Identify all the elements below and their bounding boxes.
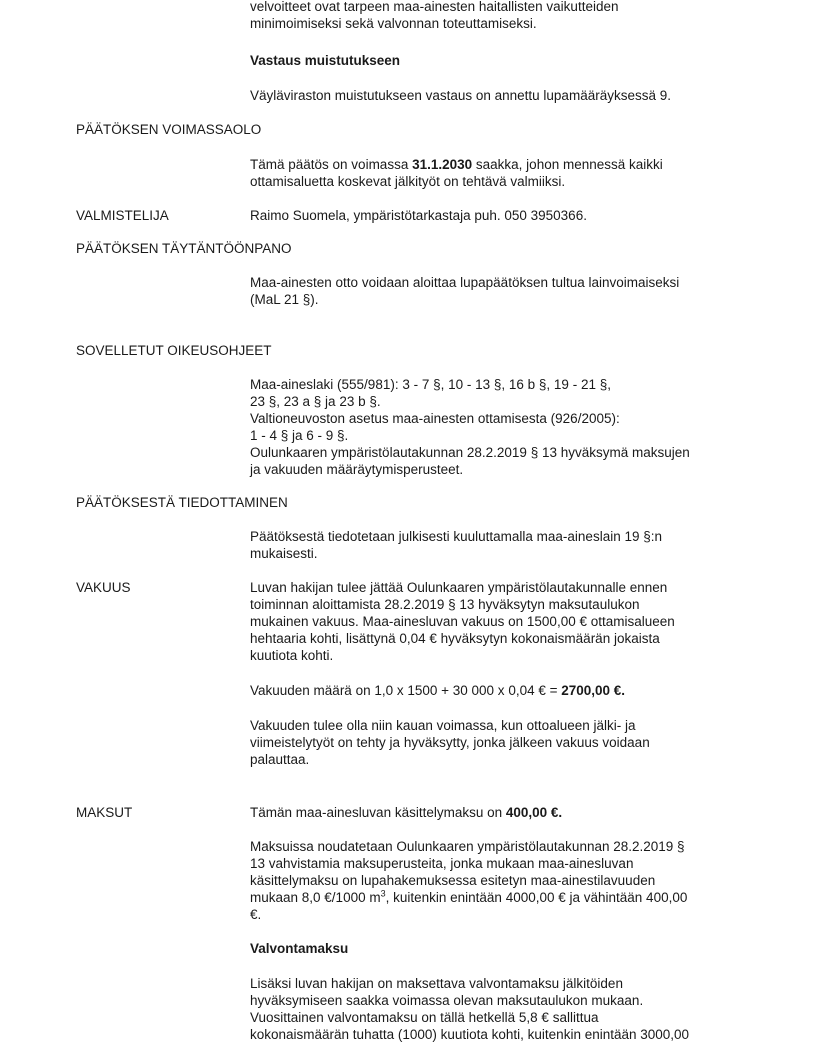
text-line: 1 - 4 § ja 6 - 9 §. [250, 428, 349, 443]
text-line: toiminnan aloittamista 28.2.2019 § 13 hyväksytyn maksutaulukon [250, 597, 640, 612]
text-line: €. [250, 907, 262, 922]
valmistelija-text: Raimo Suomela, ympäristötarkastaja puh. 050 3950366. [250, 208, 587, 223]
taytantoonpano-text [250, 274, 736, 308]
text-line: 13 vahvistamia maksuperusteita, jonka mukaan maa-ainesluvan [250, 856, 634, 871]
continued-paragraph [250, 0, 736, 32]
text-line: velvoitteet ovat tarpeen maa-ainesten haitallisten vaikutteiden [250, 0, 619, 14]
validity-date: 31.1.2030 [412, 157, 473, 172]
text-line: Luvan hakijan tulee jättää Oulunkaaren ympäristölautakunnalle ennen [250, 580, 668, 595]
text-line: Lisäksi luvan hakijan on maksettava valvontamaksu jälkitöiden [250, 976, 623, 991]
text-fragment: Tämän maa-ainesluvan käsittelymaksu on [250, 805, 506, 820]
tiedottaminen-text [250, 528, 736, 562]
text-line: (MaL 21 §). [250, 292, 319, 307]
text-line: hehtaaria kohti, lisättynä 0,04 € hyväksytyn kokonaismäärän jokaista [250, 631, 660, 646]
text-line: mukainen vakuus. Maa-ainesluvan vakuus on 1500,00 € ottamisalueen [250, 614, 675, 629]
text-fragment: Tämä päätös on voimassa [250, 157, 413, 172]
text-line: palauttaa. [250, 752, 310, 767]
text-line: Maa-ainesten otto voidaan aloittaa lupapäätöksen tultua lainvoimaiseksi [250, 275, 680, 290]
text-line: Vuosittainen valvontamaksu on tällä hetkellä 5,8 € sallittua [250, 1010, 599, 1025]
section-label: PÄÄTÖKSEN VOIMASSAOLO [76, 122, 262, 137]
text-fragment: mukaan 8,0 €/1000 m [250, 890, 381, 905]
voimassaolo-text [250, 156, 736, 190]
text-fragment: Vakuuden määrä on 1,0 x 1500 + 30 000 x 0,04 € = [250, 683, 562, 698]
text-line: ottamisaluetta koskevat jälkityöt on tehtävä valmiiksi. [250, 174, 566, 189]
oikeusohjeet-text [250, 376, 736, 478]
text-line: käsittelymaksu on lupahakemuksessa esitetyn maa-ainestilavuuden [250, 873, 656, 888]
text-line: minimoimiseksi sekä valvonnan toteuttamiseksi. [250, 16, 537, 31]
text-line: Maa-aineslaki (555/981): 3 - 7 §, 10 - 13 §, 16 b §, 19 - 21 §, [250, 377, 611, 392]
vakuus-paragraph [250, 579, 736, 664]
section-label: PÄÄTÖKSESTÄ TIEDOTTAMINEN [76, 495, 288, 510]
text-fragment: , kuitenkin enintään 4000,00 € ja vähintään 400,00 [385, 890, 688, 905]
text-line: Valtioneuvoston asetus maa-ainesten ottamisesta (926/2005): [250, 411, 620, 426]
vakuus-validity [250, 717, 736, 768]
text-line: Oulunkaaren ympäristölautakunnan 28.2.2019 § 13 hyväksymä maksujen [250, 445, 690, 460]
section-label: VALMISTELIJA [76, 208, 169, 223]
section-label: VAKUUS [76, 580, 131, 595]
muistutus-text: Väyläviraston muistutukseen vastaus on annettu lupamääräyksessä 9. [250, 88, 671, 103]
text-fragment: saakka, johon mennessä kaikki [472, 157, 663, 172]
text-line: Maksuissa noudatetaan Oulunkaaren ympäristölautakunnan 28.2.2019 § [250, 839, 685, 854]
text-line: kuutiota kohti. [250, 648, 334, 663]
maksut-paragraph [250, 838, 736, 923]
text-line: mukaisesti. [250, 546, 318, 561]
vakuus-total: 2700,00 €. [561, 683, 626, 698]
text-line: kokonaismäärän tuhatta (1000) kuutiota kohti, kuitenkin enintään 3000,00 [250, 1027, 690, 1042]
text-line [250, 889, 736, 906]
superscript: 3 [380, 888, 386, 899]
text-line: Vakuuden tulee olla niin kauan voimassa, kun ottoalueen jälki- ja [250, 718, 636, 733]
valvontamaksu-text [250, 975, 736, 1043]
maksut-fee [250, 804, 736, 821]
text-line: 23 §, 23 a § ja 23 b §. [250, 394, 381, 409]
section-label: MAKSUT [76, 805, 133, 820]
section-label: SOVELLETUT OIKEUSOHJEET [76, 343, 272, 358]
text-line: viimeistelytyöt on tehty ja hyväksytty, jonka jälkeen vakuus voidaan [250, 735, 650, 750]
muistutus-heading: Vastaus muistutukseen [250, 53, 401, 68]
vakuus-calculation [250, 682, 736, 699]
text-line: ja vakuuden määräytymisperusteet. [250, 462, 464, 477]
section-label: PÄÄTÖKSEN TÄYTÄNTÖÖNPANO [76, 241, 292, 256]
text-line: Päätöksestä tiedotetaan julkisesti kuuluttamalla maa-aineslain 19 §:n [250, 529, 662, 544]
text-line: hyväksymiseen saakka voimassa olevan maksutaulukon mukaan. [250, 993, 644, 1008]
valvontamaksu-heading: Valvontamaksu [250, 941, 349, 956]
fee-amount: 400,00 €. [505, 805, 563, 820]
